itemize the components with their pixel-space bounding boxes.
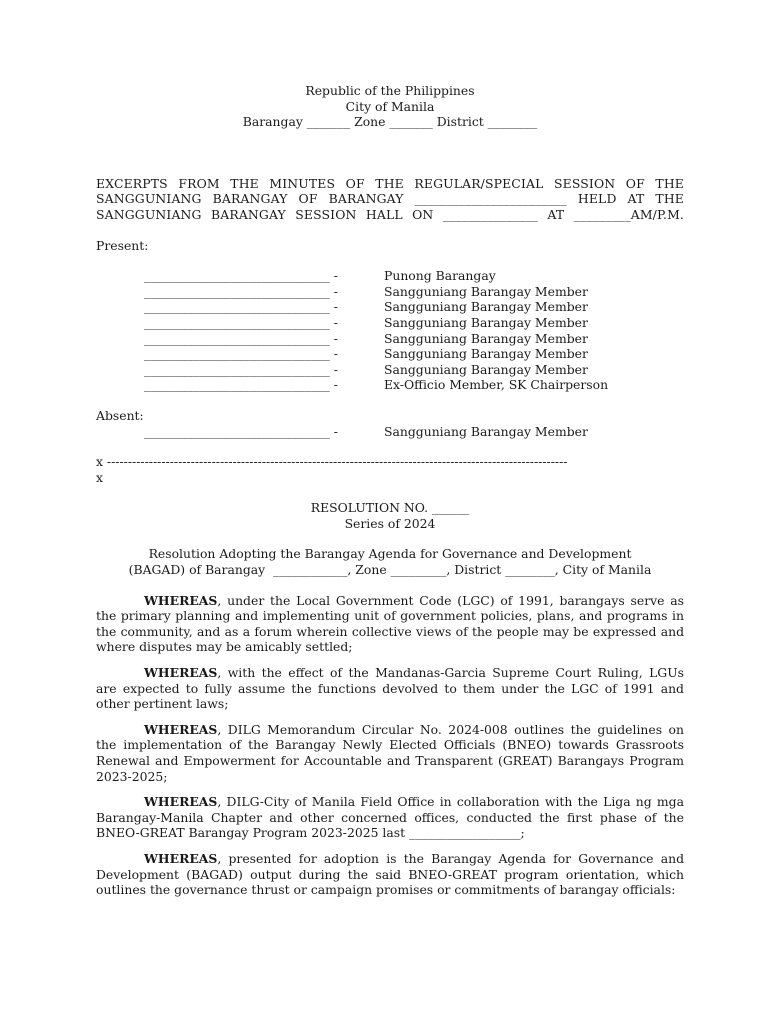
present-list [144,268,684,393]
attendee-row [144,362,684,378]
attendee-row [144,315,684,331]
whereas-clause [96,665,684,712]
name-blank: ______________________________ - [144,283,338,299]
whereas-text: , under the Local Government Code (LGC) of 1991, barangays serve as the primary planning and implementing unit of government policies, plans, and programs in the community, and as a forum wherein collective views of the people may be expressed and where disputes may be amicably settled; [96,592,684,655]
header-barangay-zone-district: Barangay _______ Zone _______ District ________ [242,114,538,130]
attendee-role: Ex-Officio Member, SK Chairperson [384,377,609,393]
whereas-text: , presented for adoption is the Barangay Agenda for Governance and Development (BAGAD) output during the said BNEO-GREAT program orientation, which outlines the governance thrust or campaign promises or commitments of barangay officials: [96,850,684,898]
whereas-clauses [96,593,684,898]
absent-label: Absent: [96,407,144,423]
name-blank: ______________________________ - [144,346,338,362]
attendee-role: Sangguniang Barangay Member [384,330,588,346]
whereas-text: , DILG Memorandum Circular No. 2024-008 outlines the guidelines on the implementation of the Barangay Newly Elected Officials (BNEO) towards Grassroots Renewal and Empowerment for Accountable and Transparent (GREAT) Barangays Program 2023-2025; [96,721,684,784]
attendee-row [144,299,684,315]
document-page [96,83,684,898]
section-separator [96,454,684,485]
whereas-keyword: WHEREAS [144,721,218,737]
separator-line: x -------------------------------------------------------------------------------------------------------------- [96,454,568,470]
attendee-role: Sangguniang Barangay Member [384,314,588,330]
attendee-row [144,346,684,362]
attendee-row [144,331,684,347]
attendee-role: Sangguniang Barangay Member [384,299,588,315]
attendee-role: Sangguniang Barangay Member [384,346,588,362]
name-blank: ______________________________ - [144,423,338,439]
name-blank: ______________________________ - [144,299,338,315]
excerpt-line-3: SANGGUNIANG BARANGAY SESSION HALL ON _______________ AT _________AM/P.M. [96,206,684,222]
name-blank: ______________________________ - [144,361,338,377]
name-blank: ______________________________ - [144,314,338,330]
header-republic: Republic of the Philippines [305,83,475,98]
attendee-row [144,284,684,300]
resolution-number: RESOLUTION NO. ______ [310,500,470,516]
whereas-clause [96,794,684,841]
excerpt-line-1: EXCERPTS FROM THE MINUTES OF THE REGULAR/SPECIAL SESSION OF THE [96,175,684,191]
whereas-text: , with the effect of the Mandanas-Garcia Supreme Court Ruling, LGUs are expected to fully assume the functions devolved to them under the LGC of 1991 and other pertinent laws; [96,665,684,712]
attendee-row [144,377,684,393]
resolution-title-line-1: Resolution Adopting the Barangay Agenda for Governance and Development [148,546,632,562]
attendee-role: Sangguniang Barangay Member [384,283,588,299]
whereas-keyword: WHEREAS [144,850,218,866]
resolution-series: Series of 2024 [344,515,436,531]
whereas-keyword: WHEREAS [144,794,218,810]
resolution-title-line-2: (BAGAD) of Barangay ____________, Zone _________, District ________, City of Manila [128,562,652,578]
excerpt-block [96,176,684,223]
resolution-title [96,546,684,577]
whereas-clause [96,722,684,784]
document-header [96,83,684,130]
name-blank: ______________________________ - [144,330,338,346]
whereas-text: , DILG-City of Manila Field Office in collaboration with the Liga ng mga Barangay-Manila Chapter and other concerned offices, conducted the first phase of the BNEO-GREAT Barangay Program 2023-2025 last __________________; [96,794,684,841]
whereas-clause [96,851,684,898]
attendee-role: Sangguniang Barangay Member [384,361,588,377]
whereas-clause [96,593,684,655]
absentee-role: Sangguniang Barangay Member [384,423,588,439]
attendee-row [144,268,684,284]
name-blank: ______________________________ - [144,377,338,393]
separator-x: x [96,469,103,485]
whereas-keyword: WHEREAS [144,592,218,608]
absent-list [144,424,684,440]
whereas-keyword: WHEREAS [144,665,218,681]
present-label: Present: [96,237,149,253]
header-city: City of Manila [345,98,435,114]
resolution-heading [96,500,684,531]
attendee-role: Punong Barangay [384,268,496,284]
name-blank: ______________________________ - [144,268,338,284]
excerpt-line-2: SANGGUNIANG BARANGAY OF BARANGAY ________________________ HELD AT THE [96,191,684,207]
absentee-row [144,424,684,440]
